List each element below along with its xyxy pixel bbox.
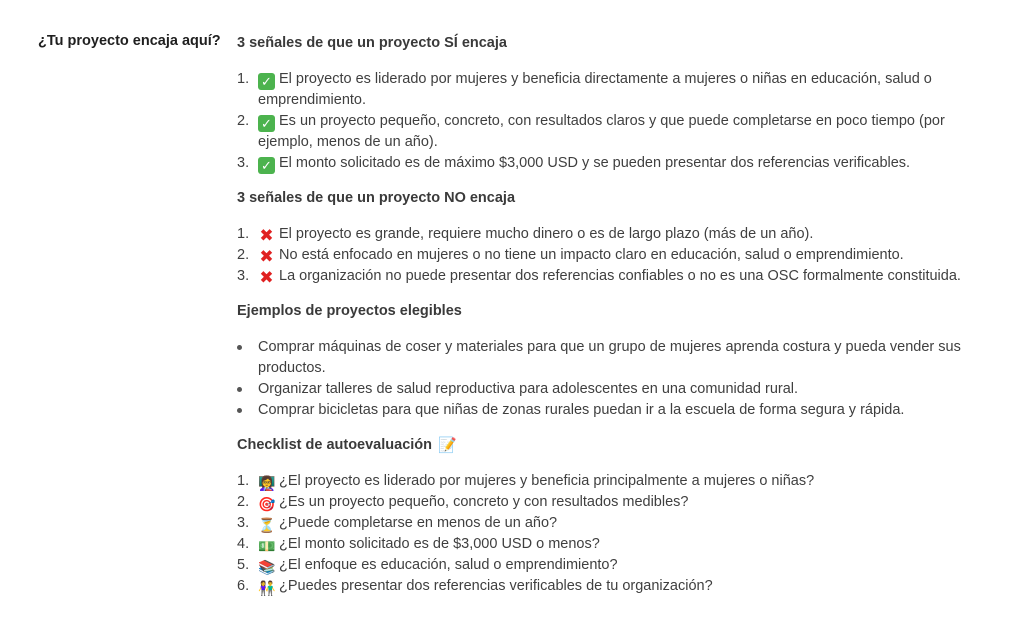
check-mark-icon: ✓ bbox=[258, 157, 275, 174]
list-item bbox=[237, 471, 977, 492]
list-item bbox=[237, 576, 977, 597]
item-text: El proyecto es liderado por mujeres y beneficia directamente a mujeres o niñas en educación, salud o emprendimiento. bbox=[258, 71, 932, 108]
checklist-title-text: Checklist de autoevaluación bbox=[237, 437, 433, 453]
list-item bbox=[237, 337, 977, 379]
item-text: ¿El enfoque es educación, salud o emprendimiento? bbox=[279, 557, 618, 573]
list-item bbox=[237, 492, 977, 513]
item-text: Organizar talleres de salud reproductiva para adolescentes en una comunidad rural. bbox=[258, 381, 799, 397]
checklist-title bbox=[237, 435, 977, 456]
books-icon: 📚 bbox=[258, 559, 276, 575]
target-icon: 🎯 bbox=[258, 496, 276, 512]
list-item bbox=[237, 400, 977, 421]
check-mark-icon: ✓ bbox=[258, 115, 275, 132]
memo-icon: 📝 bbox=[438, 437, 457, 454]
checklist-list bbox=[237, 471, 977, 597]
item-number: 6. bbox=[237, 578, 250, 594]
item-number: 2. bbox=[237, 247, 250, 263]
item-number: 3. bbox=[237, 155, 250, 171]
list-item bbox=[237, 245, 977, 266]
item-text: Es un proyecto pequeño, concreto, con resultados claros y que puede completarse en poco tiempo (por ejemplo, menos de un año). bbox=[258, 113, 945, 150]
not-fits-list bbox=[237, 224, 977, 287]
list-item bbox=[237, 513, 977, 534]
fits-list bbox=[237, 69, 977, 174]
item-text: Comprar bicicletas para que niñas de zonas rurales puedan ir a la escuela de forma segura y rápida. bbox=[258, 402, 905, 418]
cross-mark-icon: ✖ bbox=[259, 268, 274, 287]
examples-title: Ejemplos de proyectos elegibles bbox=[237, 303, 462, 319]
item-text: No está enfocado en mujeres o no tiene un impacto claro en educación, salud o emprendimiento. bbox=[279, 247, 904, 263]
item-number: 3. bbox=[237, 268, 250, 284]
item-number: 4. bbox=[237, 536, 250, 552]
item-number: 5. bbox=[237, 557, 250, 573]
item-text: ¿El proyecto es liderado por mujeres y beneficia principalmente a mujeres o niñas? bbox=[279, 473, 815, 489]
bullet-icon bbox=[237, 408, 242, 413]
item-number: 1. bbox=[237, 473, 250, 489]
item-text: ¿El monto solicitado es de $3,000 USD o menos? bbox=[279, 536, 600, 552]
list-item bbox=[237, 224, 977, 245]
list-item bbox=[237, 111, 977, 153]
list-item bbox=[237, 266, 977, 287]
item-text: La organización no puede presentar dos referencias confiables o no es una OSC formalmente constituida. bbox=[279, 268, 961, 284]
examples-list bbox=[237, 337, 977, 421]
bullet-icon bbox=[237, 387, 242, 392]
cross-mark-icon: ✖ bbox=[259, 226, 274, 245]
item-number: 1. bbox=[237, 226, 250, 242]
fits-title: 3 señales de que un proyecto SÍ encaja bbox=[237, 35, 507, 51]
item-text: El proyecto es grande, requiere mucho dinero o es de largo plazo (más de un año). bbox=[279, 226, 814, 242]
item-text: ¿Puedes presentar dos referencias verificables de tu organización? bbox=[279, 578, 713, 594]
item-number: 3. bbox=[237, 515, 250, 531]
list-item bbox=[237, 69, 977, 111]
not-fits-title: 3 señales de que un proyecto NO encaja bbox=[237, 190, 516, 206]
list-item bbox=[237, 555, 977, 576]
woman-teacher-icon: 👩‍🏫 bbox=[258, 475, 276, 491]
item-number: 2. bbox=[237, 494, 250, 510]
bullet-icon bbox=[237, 345, 242, 350]
check-mark-icon: ✓ bbox=[258, 73, 275, 90]
cross-mark-icon: ✖ bbox=[259, 247, 274, 266]
item-text: Comprar máquinas de coser y materiales para que un grupo de mujeres aprenda costura y pueda vender sus productos. bbox=[258, 339, 961, 376]
people-icon: 👫 bbox=[258, 580, 276, 596]
item-text: ¿Puede completarse en menos de un año? bbox=[279, 515, 558, 531]
section-heading: ¿Tu proyecto encaja aquí? bbox=[38, 33, 221, 49]
list-item bbox=[237, 153, 977, 174]
item-text: ¿Es un proyecto pequeño, concreto y con resultados medibles? bbox=[279, 494, 689, 510]
item-number: 2. bbox=[237, 113, 250, 129]
list-item bbox=[237, 379, 977, 400]
item-number: 1. bbox=[237, 71, 250, 87]
money-icon: 💵 bbox=[258, 538, 276, 554]
item-text: El monto solicitado es de máximo $3,000 USD y se pueden presentar dos referencias verificables. bbox=[279, 155, 911, 171]
list-item bbox=[237, 534, 977, 555]
hourglass-icon: ⏳ bbox=[258, 517, 276, 533]
content-column bbox=[237, 33, 977, 597]
